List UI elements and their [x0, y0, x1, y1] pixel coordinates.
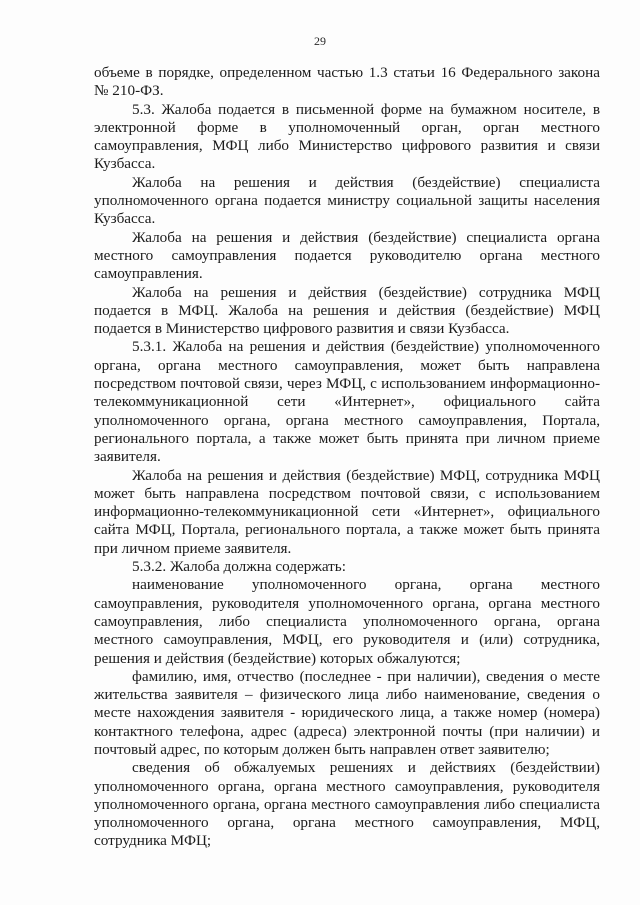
- paragraph-5-3-1: 5.3.1. Жалоба на решения и действия (бездействие) уполномоченного органа, органа местного самоуправления, может быть направлена посредством почтовой связи, через МФЦ, с использованием информационно-телекоммуникационной сети «Интернет», официального сайта уполномоченного органа, органа местного самоуправления, Портала, регионального портала, а также может быть принята при личном приеме заявителя.: [94, 338, 600, 466]
- paragraph-complaint-mfc: Жалоба на решения и действия (бездействие) сотрудника МФЦ подается в МФЦ. Жалоба на решения и действия (бездействие) МФЦ подается в Министерство цифрового развития и связи Кузбасса.: [94, 283, 600, 338]
- document-body: [94, 64, 600, 851]
- paragraph-continuation: объеме в порядке, определенном частью 1.3 статьи 16 Федерального закона № 210-ФЗ.: [94, 64, 600, 100]
- paragraph-complaint-specialist-authorized: Жалоба на решения и действия (бездействие) специалиста уполномоченного органа подается министру социальной защиты населения Кузбасса.: [94, 173, 600, 228]
- paragraph-complaint-mfc-channels: Жалоба на решения и действия (бездействие) МФЦ, сотрудника МФЦ может быть направлена посредством почтовой связи, с использованием информационно-телекоммуникационной сети «Интернет», официального сайта МФЦ, Портала, регионального портала, а также может быть принята при личном приеме заявителя.: [94, 466, 600, 557]
- paragraph-5-3-2: 5.3.2. Жалоба должна содержать:: [132, 558, 346, 576]
- paragraph-content-name: наименование уполномоченного органа, органа местного самоуправления, руководителя уполномоченного органа, органа местного самоуправления, либо специалиста уполномоченного органа, органа местного самоуправления, МФЦ, его руководителя и (или) сотрудника, решения и действия (бездействие) которых обжалуются;: [94, 576, 600, 667]
- paragraph-content-decisions: сведения об обжалуемых решениях и действиях (бездействии) уполномоченного органа, органа местного самоуправления, руководителя уполномоченного органа, органа местного самоуправления либо специалиста уполномоченного органа, органа местного самоуправления, МФЦ, сотрудника МФЦ;: [94, 759, 600, 850]
- paragraph-5-3: 5.3. Жалоба подается в письменной форме на бумажном носителе, в электронной форме в уполномоченный орган, орган местного самоуправления, МФЦ либо Министерство цифрового развития и связи Кузбасса.: [94, 100, 600, 173]
- page-number: 29: [314, 34, 326, 48]
- paragraph-content-applicant: фамилию, имя, отчество (последнее - при наличии), сведения о месте жительства заявителя – физического лица либо наименование, сведения о месте нахождения заявителя - юридического лица, а также номер (номера) контактного телефона, адрес (адреса) электронной почты (при наличии) и почтовый адрес, по которым должен быть направлен ответ заявителю;: [94, 667, 600, 758]
- paragraph-complaint-specialist-local: Жалоба на решения и действия (бездействие) специалиста органа местного самоуправления подается руководителю органа местного самоуправления.: [94, 228, 600, 283]
